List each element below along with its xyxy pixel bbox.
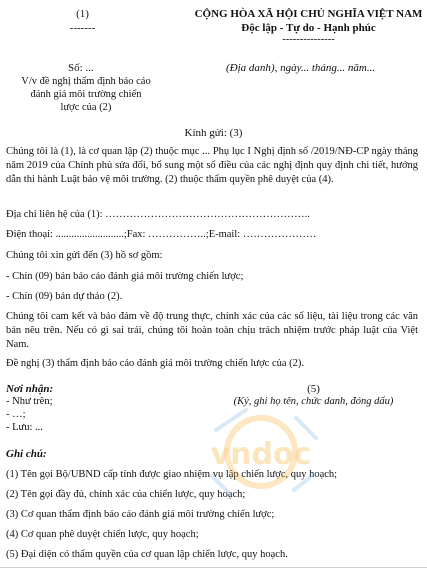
motto: Độc lập - Tự do - Hạnh phúc [241,22,376,34]
request-line: Đề nghị (3) thẩm định báo cáo đánh giá môi trường chiến lược của (2). [6,358,305,369]
dossier-item-2: - Chín (09) bản dự thảo (2). [6,291,123,302]
note-item-2: (2) Tên gọi đầy đủ, chính xác của chiến lược, quy hoạch; [6,489,246,500]
motto-dashes: --------------- [282,34,335,45]
notes-title: Ghi chú: [6,448,47,460]
contact-address: Địa chỉ liên hệ của (1): ………………………………………………….. [6,209,310,220]
contact-phone: Điện thoại: ..........................;Fax: ……………..;E-mail: ………………… [6,229,317,240]
svg-text:vndoc: vndoc [210,437,312,472]
subject-line-2: đánh giá môi trường chiến [30,89,142,100]
recipient-item-1: - Như trên; [6,396,53,407]
signature-number: (5) [307,383,320,395]
note-item-5: (5) Đại diện có thẩm quyền của cơ quan lập chiến lược, quy hoạch. [6,549,288,560]
kinh-gui: Kính gửi: (3) [184,127,243,139]
dossier-item-1: - Chín (09) bản báo cáo đánh giá môi trường chiến lược; [6,271,244,282]
intro-paragraph: Chúng tôi là (1), là cơ quan lập (2) thuộc mục ... Phụ lục I Nghị định số /2019/NĐ-CP ngày tháng năm 2019 của Chính phủ sửa đổi, bổ sung một số điều của các nghị định quy định chi tiết, hướng dẫn thi hành Luật bảo vệ môi trường. (2) thuộc thẩm quyền phê duyệt của (4). [6,146,418,185]
subject-line-3: lược của (2) [60,102,112,113]
agency-dashes: ------- [69,22,96,34]
send-intro: Chúng tôi xin gửi đến (3) hồ sơ gồm: [6,250,163,261]
agency-number: (1) [76,8,89,20]
recipients-title: Nơi nhận: [6,383,54,395]
note-item-3: (3) Cơ quan thẩm định báo cáo đánh giá môi trường chiến lược; [6,509,275,520]
vndoc-watermark-logo [176,390,346,520]
recipient-item-3: - Lưu: ... [6,422,43,433]
national-title: CỘNG HÒA XÃ HỘI CHỦ NGHĨA VIỆT NAM [194,8,423,20]
document-number: Số: ... [68,62,94,74]
signature-note: (Ký, ghi họ tên, chức danh, đóng dấu) [233,396,394,407]
page-bottom-divider [0,567,427,568]
note-item-1: (1) Tên gọi Bộ/UBND cấp tỉnh được giao nhiệm vụ lập chiến lược, quy hoạch; [6,469,338,480]
note-item-4: (4) Cơ quan phê duyệt chiến lược, quy hoạch; [6,529,199,540]
subject-line-1: V/v đề nghị thẩm định báo cáo [21,76,151,87]
commitment-paragraph: Chúng tôi cam kết và bảo đảm về độ trung thực, chính xác của các số liệu, tài liệu trong các văn bản nêu trên. Nếu có gì sai trái, chúng tôi hoàn toàn chịu trách nhiệm trước pháp luật của Việt Nam. [6,311,418,350]
recipient-item-2: - …; [6,409,26,420]
place-date: (Địa danh), ngày... tháng... năm... [226,62,376,74]
